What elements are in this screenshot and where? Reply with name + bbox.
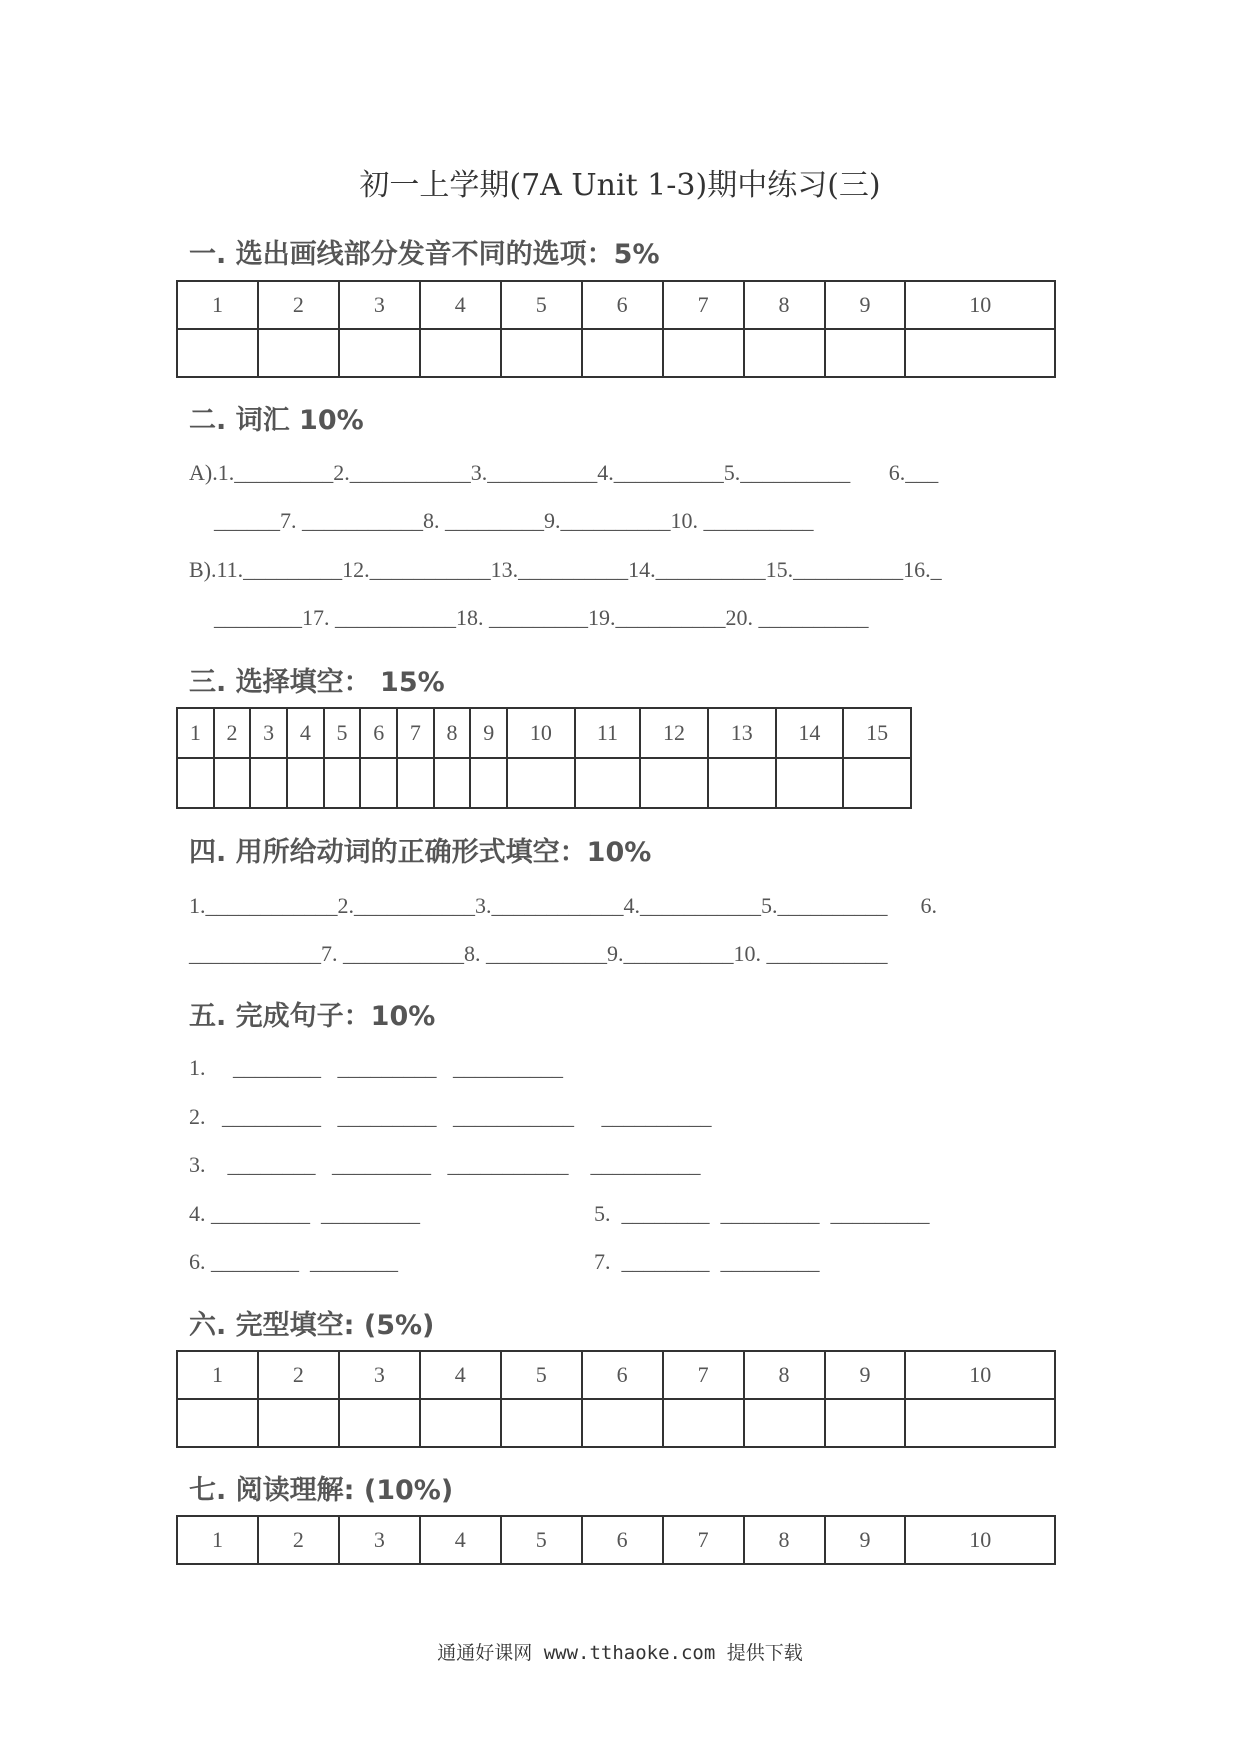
answer-cell[interactable] (420, 329, 501, 377)
question-number-cell: 6 (582, 281, 663, 329)
question-number-cell: 11 (575, 708, 640, 758)
answer-cell[interactable] (825, 329, 906, 377)
answer-cell[interactable] (258, 1399, 339, 1447)
footer-source: 通通好课网 www.tthaoke.com 提供下载 (437, 1642, 803, 1664)
question-number-cell: 5 (501, 281, 582, 329)
vocab-line-a1: A).1._________2.___________3.__________4.__________5.__________ 6.___ (189, 460, 939, 485)
question-number-cell: 12 (640, 708, 708, 758)
answer-row (177, 1399, 1055, 1447)
question-number-cell: 5 (324, 708, 361, 758)
question-number-cell: 13 (708, 708, 776, 758)
question-number-cell: 3 (339, 281, 420, 329)
question-number-cell: 1 (177, 281, 258, 329)
verb-line-2: ____________7. ___________8. ___________9.__________10. ___________ (189, 941, 888, 966)
question-number-cell: 4 (420, 1351, 501, 1399)
answer-cell[interactable] (177, 758, 214, 808)
number-row (177, 281, 1055, 329)
question-number-cell: 7 (397, 708, 434, 758)
question-number-cell: 3 (250, 708, 287, 758)
vocab-line-b2: ________17. ___________18. _________19.__________20. __________ (214, 605, 869, 630)
answer-cell[interactable] (258, 329, 339, 377)
sentence-line-1: 1. ________ _________ __________ (189, 1055, 563, 1080)
question-number-cell: 5 (501, 1351, 582, 1399)
answer-cell[interactable] (339, 329, 420, 377)
question-number-cell: 10 (507, 708, 575, 758)
section-3-heading: 三. 选择填空： 15% (189, 667, 445, 698)
question-number-cell: 2 (258, 1516, 339, 1564)
question-number-cell: 6 (360, 708, 397, 758)
question-number-cell: 9 (825, 281, 906, 329)
answer-cell[interactable] (177, 329, 258, 377)
sentence-line-4: 4. _________ _________ (189, 1201, 420, 1226)
question-number-cell: 6 (582, 1351, 663, 1399)
section-3-answer-table (176, 707, 912, 809)
answer-row (177, 758, 911, 808)
question-number-cell: 1 (177, 1351, 258, 1399)
section-7-heading: 七. 阅读理解: (10%) (189, 1475, 454, 1506)
question-number-cell: 2 (258, 1351, 339, 1399)
question-number-cell: 7 (663, 1351, 744, 1399)
question-number-cell: 7 (663, 281, 744, 329)
answer-cell[interactable] (250, 758, 287, 808)
section-1-answer-table (176, 280, 1056, 378)
answer-cell[interactable] (744, 329, 825, 377)
answer-cell[interactable] (324, 758, 361, 808)
answer-cell[interactable] (663, 1399, 744, 1447)
number-row (177, 1351, 1055, 1399)
question-number-cell: 14 (776, 708, 844, 758)
question-number-cell: 2 (214, 708, 251, 758)
answer-cell[interactable] (582, 1399, 663, 1447)
answer-cell[interactable] (339, 1399, 420, 1447)
question-number-cell: 1 (177, 1516, 258, 1564)
answer-cell[interactable] (582, 329, 663, 377)
sentence-line-3: 3. ________ _________ ___________ __________ (189, 1152, 701, 1177)
answer-cell[interactable] (776, 758, 844, 808)
question-number-cell: 8 (744, 1516, 825, 1564)
section-1-heading: 一. 选出画线部分发音不同的选项：5% (189, 239, 660, 270)
answer-cell[interactable] (360, 758, 397, 808)
question-number-cell: 8 (744, 281, 825, 329)
answer-cell[interactable] (575, 758, 640, 808)
answer-cell[interactable] (708, 758, 776, 808)
answer-cell[interactable] (825, 1399, 906, 1447)
answer-cell[interactable] (843, 758, 911, 808)
question-number-cell: 4 (420, 281, 501, 329)
question-number-cell: 4 (420, 1516, 501, 1564)
question-number-cell: 8 (434, 708, 471, 758)
question-number-cell: 2 (258, 281, 339, 329)
document-title: 初一上学期(7A Unit 1-3)期中练习(三) (359, 168, 881, 203)
question-number-cell: 3 (339, 1351, 420, 1399)
section-2-heading: 二. 词汇 10% (189, 405, 364, 436)
answer-cell[interactable] (501, 329, 582, 377)
number-row (177, 1516, 1055, 1564)
section-7-answer-table (176, 1515, 1056, 1565)
answer-cell[interactable] (420, 1399, 501, 1447)
answer-cell[interactable] (397, 758, 434, 808)
sentence-line-6: 6. ________ ________ (189, 1249, 398, 1274)
question-number-cell: 3 (339, 1516, 420, 1564)
question-number-cell: 8 (744, 1351, 825, 1399)
answer-cell[interactable] (744, 1399, 825, 1447)
answer-cell[interactable] (640, 758, 708, 808)
section-6-heading: 六. 完型填空: (5%) (189, 1310, 435, 1341)
answer-cell[interactable] (177, 1399, 258, 1447)
answer-cell[interactable] (287, 758, 324, 808)
question-number-cell: 4 (287, 708, 324, 758)
sentence-line-5: 5. ________ _________ _________ (594, 1201, 930, 1226)
question-number-cell: 9 (825, 1351, 906, 1399)
answer-cell[interactable] (214, 758, 251, 808)
question-number-cell: 1 (177, 708, 214, 758)
question-number-cell: 9 (470, 708, 507, 758)
vocab-line-a2: ______7. ___________8. _________9.__________10. __________ (214, 508, 814, 533)
answer-cell[interactable] (434, 758, 471, 808)
section-4-heading: 四. 用所给动词的正确形式填空：10% (189, 837, 652, 868)
answer-row (177, 329, 1055, 377)
sentence-line-7: 7. ________ _________ (594, 1249, 820, 1274)
question-number-cell: 5 (501, 1516, 582, 1564)
question-number-cell: 10 (905, 281, 1055, 329)
question-number-cell: 9 (825, 1516, 906, 1564)
answer-cell[interactable] (905, 1399, 1055, 1447)
answer-cell[interactable] (905, 329, 1055, 377)
question-number-cell: 10 (905, 1351, 1055, 1399)
sentence-line-2: 2. _________ _________ ___________ __________ (189, 1104, 712, 1129)
answer-cell[interactable] (663, 329, 744, 377)
answer-cell[interactable] (501, 1399, 582, 1447)
verb-line-1: 1.____________2.___________3.____________4.___________5.__________ 6. (189, 893, 937, 918)
section-5-heading: 五. 完成句子：10% (189, 1001, 436, 1032)
section-6-answer-table (176, 1350, 1056, 1448)
answer-cell[interactable] (470, 758, 507, 808)
number-row (177, 708, 911, 758)
question-number-cell: 10 (905, 1516, 1055, 1564)
question-number-cell: 6 (582, 1516, 663, 1564)
question-number-cell: 15 (843, 708, 911, 758)
vocab-line-b1: B).11._________12.___________13.__________14.__________15.__________16._ (189, 557, 942, 582)
answer-cell[interactable] (507, 758, 575, 808)
question-number-cell: 7 (663, 1516, 744, 1564)
